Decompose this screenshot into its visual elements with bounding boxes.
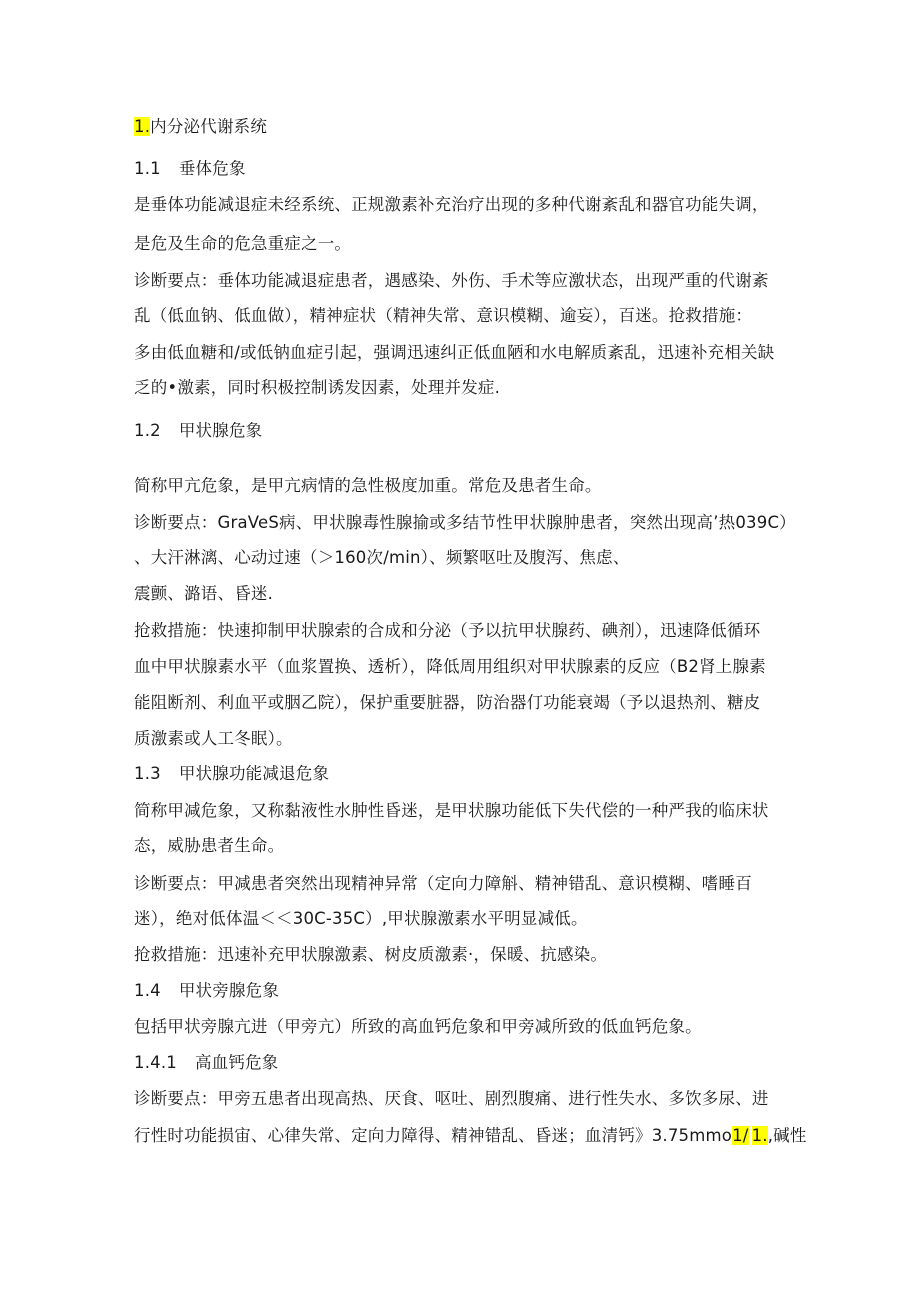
heading-text: 甲状腺危象 xyxy=(178,421,263,440)
heading-text: 甲状腺功能减退危象 xyxy=(178,764,330,783)
heading-1-2 xyxy=(134,420,262,442)
paragraph-line: 诊断要点：GraVeS病、甲状腺毒性腺揄或多结节性甲状腺肿患者，突然出现高’热039C） xyxy=(134,513,796,532)
highlighted-text: 1. xyxy=(751,1126,768,1145)
paragraph-line xyxy=(134,1125,807,1147)
heading-1-4 xyxy=(134,980,279,1002)
heading-text: 垂体危象 xyxy=(178,159,246,178)
paragraph-line: 血中甲状腺素水平（血浆置换、透析），降低周用组织对甲状腺素的反应（B2肾上腺素 xyxy=(134,657,766,676)
section-title xyxy=(134,116,267,138)
heading-text: 高血钙危象 xyxy=(194,1053,279,1072)
heading-number: 1.4.1 xyxy=(134,1053,177,1072)
paragraph-line: 乏的•激素，同时积极控制诱发因素，处理并发症. xyxy=(134,378,501,397)
highlighted-text: 1/ xyxy=(732,1126,749,1145)
paragraph-line: 抢救措施：快速抑制甲状腺索的合成和分泌（予以抗甲状腺药、碘剂），迅速降低循环 xyxy=(134,621,761,640)
text-run: ,碱性 xyxy=(767,1126,807,1145)
highlighted-number: 1. xyxy=(134,117,151,136)
paragraph-line: 态，威胁患者生命。 xyxy=(134,836,285,855)
heading-1-3 xyxy=(134,763,329,785)
paragraph-line: 诊断要点：垂体功能减退症患者，遇感染、外伤、手术等应激状态，出现严重的代谢紊 xyxy=(134,271,769,290)
text-run: 行性时功能损宙、心律失常、定向力障得、精神错乱、昏迷；血清钙》3.75mmo xyxy=(134,1126,733,1145)
heading-1-1 xyxy=(134,158,246,180)
heading-number: 1.4 xyxy=(134,981,161,1000)
section-title-text: 内分泌代谢系统 xyxy=(150,117,268,136)
paragraph-line: 、大汗淋漓、心动过速（＞160次/min）、频繁呕吐及腹泻、焦虑、 xyxy=(134,548,630,567)
paragraph-line: 乱（低血钠、低血做），精神症状（精神失常、意识模糊、逾妄），百迷。抢救措施： xyxy=(134,306,753,325)
heading-number: 1.2 xyxy=(134,421,161,440)
heading-number: 1.3 xyxy=(134,764,161,783)
paragraph-line: 震颤、潞语、昏迷. xyxy=(134,584,274,603)
paragraph-line: 简称甲减危象，又称黏液性水肿性昏迷，是甲状腺功能低下失代偿的一种严我的临床状 xyxy=(134,801,769,820)
paragraph-line: 抢救措施：迅速补充甲状腺激素、树皮质激素·，保暖、抗感染。 xyxy=(134,945,608,964)
paragraph-line: 包括甲状旁腺亢进（甲旁亢）所致的高血钙危象和甲旁减所致的低血钙危象。 xyxy=(134,1017,702,1036)
heading-number: 1.1 xyxy=(134,159,161,178)
paragraph-line: 是危及生命的危急重症之一。 xyxy=(134,234,352,253)
paragraph-line: 质激素或人工冬眠）。 xyxy=(134,729,293,748)
heading-text: 甲状旁腺危象 xyxy=(178,981,280,1000)
paragraph-line: 能阻断剂、利血平或胭乙院），保护重要脏器，防治器仃功能衰竭（予以退热剂、糖皮 xyxy=(134,693,761,712)
paragraph-line: 诊断要点：甲旁五患者出现高热、厌食、呕吐、剧烈腹痛、进行性失水、多饮多尿、进 xyxy=(134,1089,769,1108)
paragraph-line: 迷），绝对低体温＜＜30C-35C）,甲状腺激素水平明显减低。 xyxy=(134,909,588,928)
paragraph-line: 是垂体功能减退症未经系统、正规激素补充治疗出现的多种代谢紊乱和器官功能失调， xyxy=(134,195,769,214)
paragraph-line: 简称甲亢危象，是甲亢病情的急性极度加重。常危及患者生命。 xyxy=(134,476,602,495)
heading-1-4-1 xyxy=(134,1052,278,1074)
paragraph-line: 诊断要点：甲减患者突然出现精神异常（定向力障斛、精神错乱、意识模糊、嗜睡百 xyxy=(134,874,752,893)
paragraph-line: 多由低血糖和/或低钠血症引起，强调迅速纠正低血陋和水电解质紊乱，迅速补充相关缺 xyxy=(134,343,775,362)
